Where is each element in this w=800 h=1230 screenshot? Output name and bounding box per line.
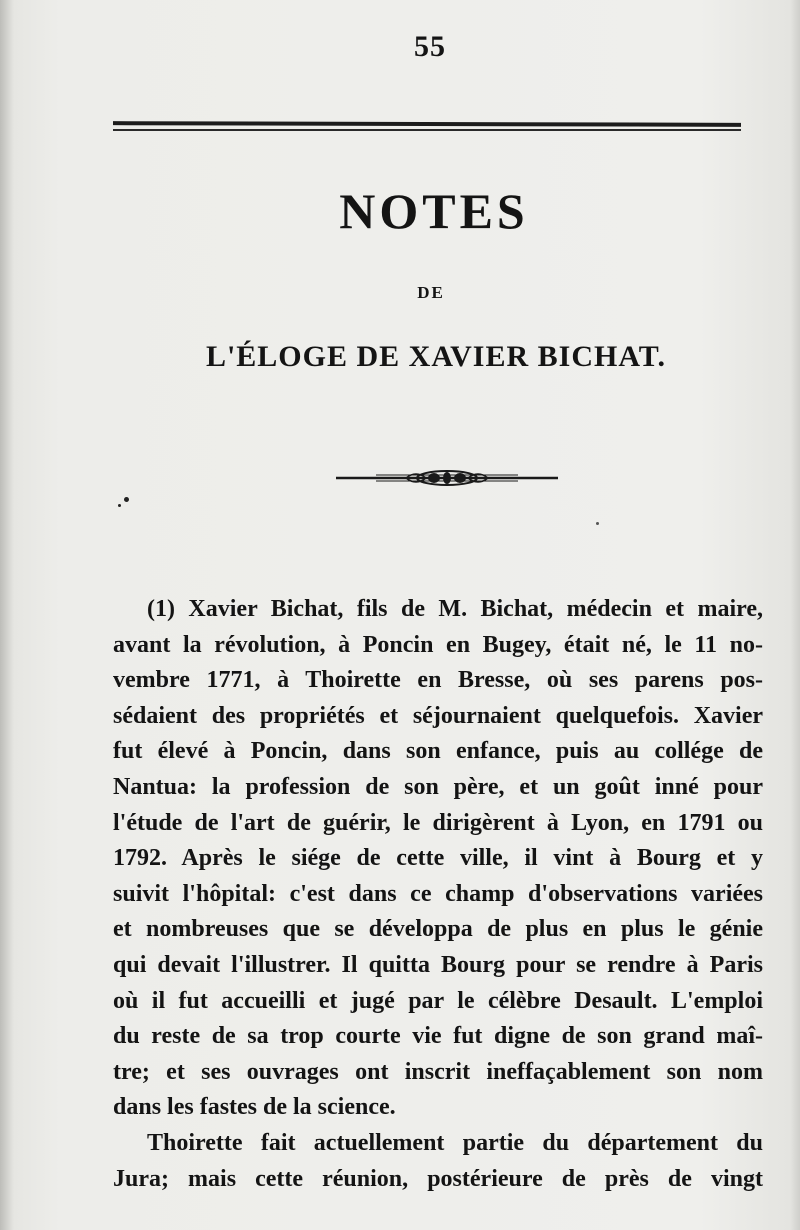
text-line: où il fut accueilli et jugé par le célèbre Desault. L'emploi [113, 987, 763, 1014]
chapter-title: NOTES [339, 183, 529, 239]
text-line: Thoirette fait actuellement partie du département du [147, 1129, 763, 1156]
text-line: Nantua: la profession de son père, et un goût inné pour [113, 773, 763, 800]
ink-speck [124, 497, 129, 502]
text-line: avant la révolution, à Poncin en Bugey, était né, le 11 no- [113, 631, 763, 658]
note-paragraph-2 [113, 1126, 763, 1197]
ink-speck [596, 522, 599, 525]
text-line: et nombreuses que se développa de plus en plus le génie [113, 916, 763, 943]
page-number: 55 [414, 30, 446, 63]
ink-speck [118, 504, 121, 507]
text-line: fut élevé à Poncin, dans son enfance, puis au collége de [113, 738, 763, 765]
text-line: du reste de sa trop courte vie fut digne de son grand maî- [113, 1023, 763, 1050]
text-line: Jura; mais cette réunion, postérieure de près de vingt [113, 1165, 763, 1192]
title-connector: DE [417, 283, 445, 302]
note-paragraph-1 [113, 592, 763, 1126]
text-line: suivit l'hôpital: c'est dans ce champ d'observations variées [113, 880, 763, 907]
text-line: qui devait l'illustrer. Il quitta Bourg pour se rendre à Paris [113, 951, 763, 978]
text-line: dans les fastes de la science. [113, 1094, 396, 1121]
text-line: sédaient des propriétés et séjournaient quelquefois. Xavier [113, 702, 763, 729]
text-line: (1) Xavier Bichat, fils de M. Bichat, médecin et maire, [147, 596, 763, 622]
header-rule-thin [113, 129, 741, 131]
ornament-divider-icon [336, 466, 558, 490]
text-line: tre; et ses ouvrages ont inscrit ineffaçablement son nom [113, 1058, 763, 1085]
text-line: l'étude de l'art de guérir, le dirigèrent à Lyon, en 1791 ou [113, 809, 763, 836]
text-line: 1792. Après le siége de cette ville, il vint à Bourg et y [113, 845, 763, 872]
chapter-subtitle: L'ÉLOGE DE XAVIER BICHAT. [205, 340, 667, 373]
header-rule-thick [113, 121, 741, 127]
note-text [113, 592, 763, 1197]
text-line: vembre 1771, à Thoirette en Bresse, où ses parens pos- [113, 667, 763, 694]
